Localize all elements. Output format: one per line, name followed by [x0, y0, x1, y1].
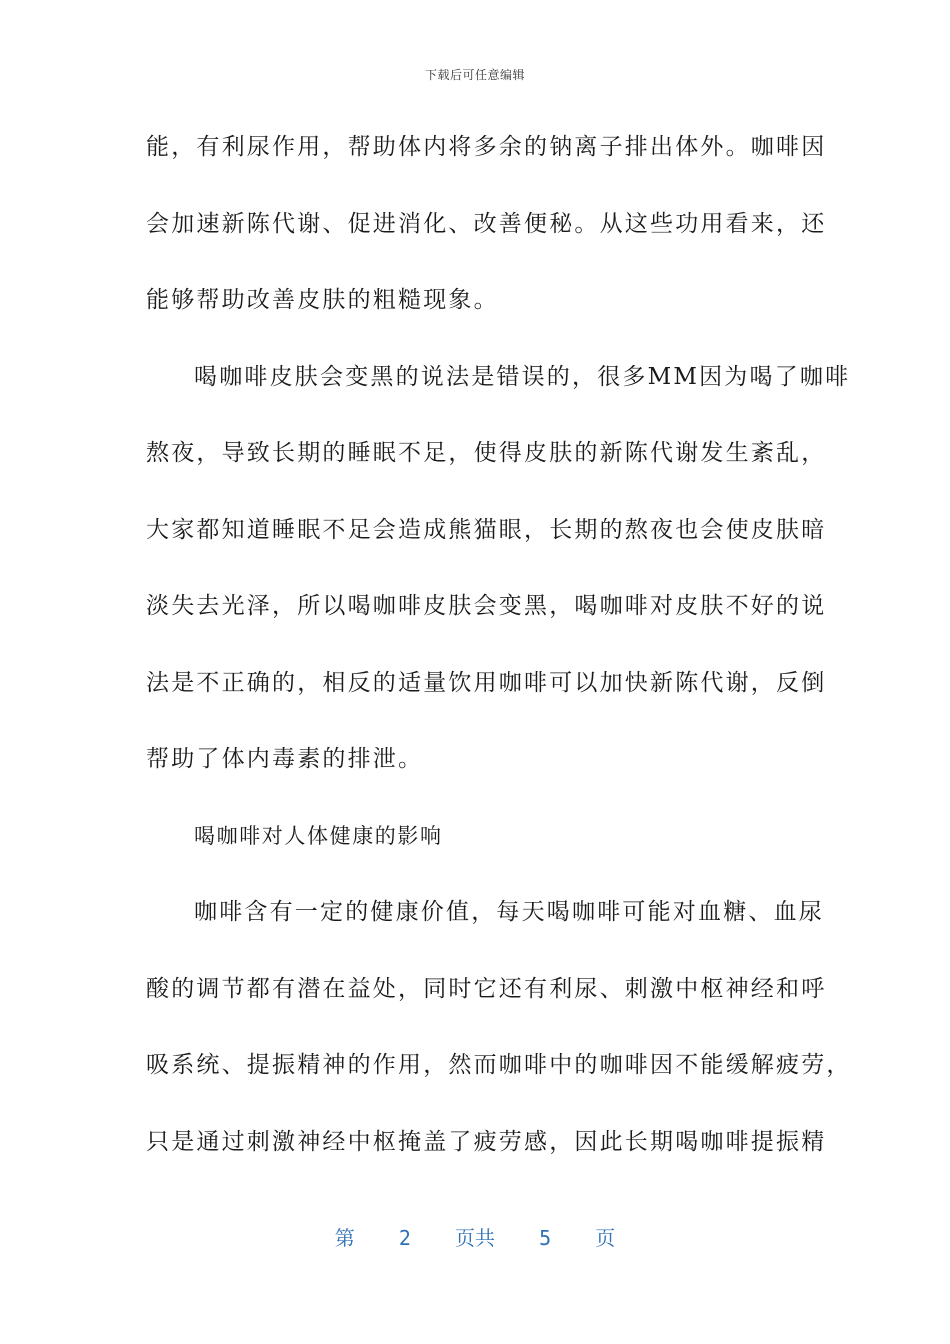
- footer-di: 第: [334, 1226, 355, 1250]
- text-line-14: 只是通过刺激神经中枢掩盖了疲劳感，因此长期喝咖啡提振精: [146, 1128, 827, 1155]
- footer-current-page: 2: [398, 1226, 411, 1250]
- text-line-5: 熬夜，导致长期的睡眠不足，使得皮肤的新陈代谢发生紊乱，: [146, 440, 827, 466]
- text-line-13: 吸系统、提振精神的作用，然而咖啡中的咖啡因不能缓解疲劳，: [146, 1052, 852, 1078]
- text-line-9: 帮助了体内毒素的排泄。: [146, 746, 424, 772]
- text-line-3: 能够帮助改善皮肤的粗糙现象。: [146, 287, 499, 313]
- text-line-6: 大家都知道睡眠不足会造成熊猫眼，长期的熬夜也会使皮肤暗: [146, 516, 827, 543]
- text-line-11: 咖啡含有一定的健康价值，每天喝咖啡可能对血糖、血尿: [194, 899, 824, 925]
- footer-ye-gong: 页共: [455, 1226, 495, 1250]
- footer-total-pages: 5: [539, 1226, 552, 1250]
- text-line-4: 喝咖啡皮肤会变黑的说法是错误的，很多MM因为喝了咖啡: [194, 363, 851, 390]
- header-note: 下载后可任意编辑: [424, 68, 525, 82]
- section-heading: 喝咖啡对人体健康的影响: [194, 823, 443, 848]
- text-line-2: 会加速新陈代谢、促进消化、改善便秘。从这些功用看来，还: [146, 210, 827, 237]
- text-line-12: 酸的调节都有潜在益处，同时它还有利尿、刺激中枢神经和呼: [146, 975, 827, 1002]
- text-line-7: 淡失去光泽，所以喝咖啡皮肤会变黑，喝咖啡对皮肤不好的说: [146, 593, 827, 619]
- text-line-1: 能，有利尿作用，帮助体内将多余的钠离子排出体外。咖啡因: [146, 134, 827, 160]
- page-footer: [0, 1222, 950, 1251]
- document-body: [146, 122, 852, 1193]
- text-line-8: 法是不正确的，相反的适量饮用咖啡可以加快新陈代谢，反倒: [146, 669, 827, 696]
- footer-ye: 页: [595, 1226, 616, 1250]
